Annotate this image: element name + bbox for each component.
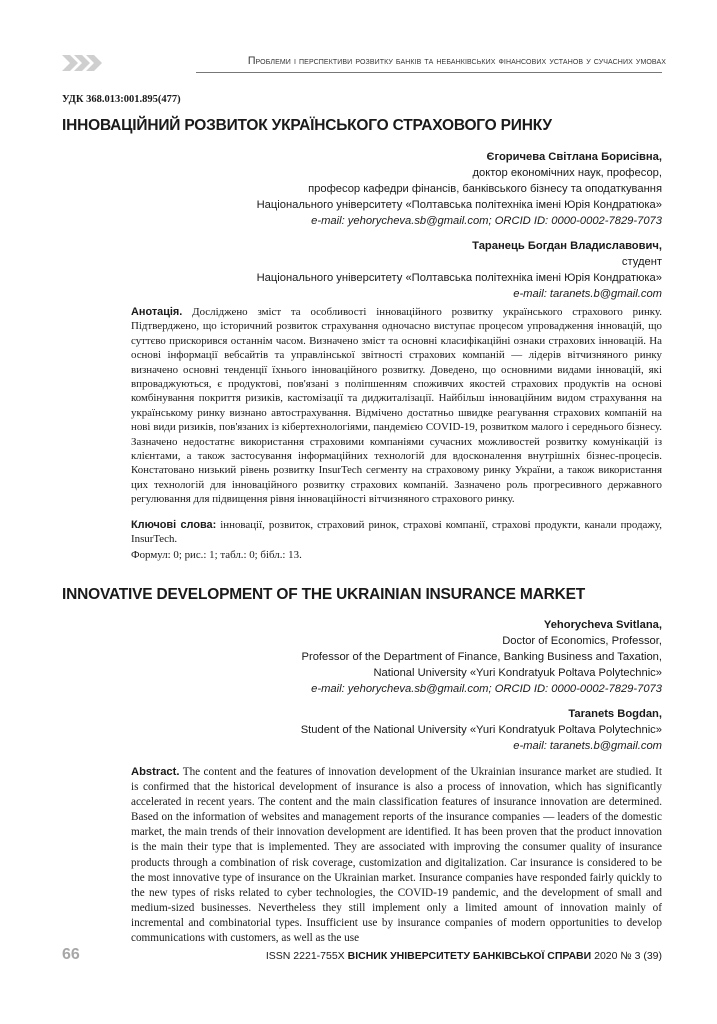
- abstract-label: Abstract.: [131, 766, 180, 778]
- page-number: 66: [62, 946, 80, 963]
- author-name: Yehorycheva Svitlana,: [543, 619, 662, 631]
- author-name: Taranets Bogdan,: [568, 708, 662, 720]
- header-divider: [196, 72, 662, 73]
- article-title-ua: ІННОВАЦІЙНИЙ РОЗВИТОК УКРАЇНСЬКОГО СТРАХОВОГО РИНКУ: [62, 117, 552, 134]
- journal-name: ВІСНИК УНІВЕРСИТЕТУ БАНКІВСЬКОЇ СПРАВИ: [347, 950, 592, 962]
- author-affiliation: Національного університету «Полтавська політехніка імені Юрія Кондратюка»: [256, 272, 662, 284]
- author-affiliation: Національного університету «Полтавська політехніка імені Юрія Кондратюка»: [256, 199, 662, 211]
- abstract-label: Анотація.: [131, 306, 183, 318]
- author-email: e-mail: taranets.b@gmail.com: [513, 288, 662, 300]
- keywords-label: Ключові слова:: [131, 519, 217, 531]
- author-block-ua-2: [257, 238, 662, 302]
- issn: ISSN 2221-755X: [265, 950, 345, 962]
- author-block-ua-1: [257, 149, 662, 229]
- author-position: професор кафедри фінансів, банківського бізнесу та оподаткування: [308, 183, 662, 195]
- formula-count: Формул: 0; рис.: 1; табл.: 0; бібл.: 13.: [131, 549, 302, 561]
- keywords-text: інновації, розвиток, страховий ринок, страхові компанії, страхові продукти, канали продажу, InsurTech.: [131, 519, 662, 546]
- running-header: Проблеми і перспективи розвитку банків та небанківських фінансових установ у сучасних умовах: [247, 55, 666, 67]
- author-affiliation: National University «Yuri Kondratyuk Poltava Polytechnic»: [373, 667, 662, 679]
- author-affiliation: Student of the National University «Yuri Kondratyuk Poltava Polytechnic»: [300, 724, 662, 736]
- author-email: e-mail: taranets.b@gmail.com: [513, 740, 662, 752]
- journal-footer: [266, 950, 662, 962]
- author-block-en-1: [302, 617, 662, 697]
- author-block-en-2: [301, 706, 662, 754]
- author-name: Таранець Богдан Владиславович,: [472, 240, 662, 252]
- author-position: Professor of the Department of Finance, Banking Business and Taxation,: [301, 651, 662, 663]
- article-title-en: INNOVATIVE DEVELOPMENT OF THE UKRAINIAN INSURANCE MARKET: [62, 586, 585, 603]
- issue-number: 2020 № 3 (39): [594, 950, 662, 962]
- author-degree: Doctor of Economics, Professor,: [502, 635, 662, 647]
- author-email: e-mail: yehorycheva.sb@gmail.com; ORCID ID: 0000-0002-7829-7073: [311, 683, 662, 695]
- author-degree: доктор економічних наук, професор,: [472, 167, 662, 179]
- abstract-en: [131, 765, 662, 946]
- author-email: e-mail: yehorycheva.sb@gmail.com; ORCID ID: 0000-0002-7829-7073: [311, 215, 662, 227]
- abstract-text: Досліджено зміст та особливості інноваційного розвитку українського страхового ринку. Підтверджено, що історичний розвиток страхування одночасно виступає процесом упровадження інновацій, що суттєво прискорився останнім часом. Визначено зміст та основні класифікаційні ознаки страхових інновацій. На основі інформації вебсайтів та управлінської звітності страхових компаній — лідерів вітчизняного ринку визначено основні тенденції їхнього інноваційного розвитку. Доведено, що основними видами інновацій, які впроваджуються, є продуктові, пов'язані з поліпшенням споживчих якостей страхових продуктів на основі комбінування покриття ризиків, кастомізації та диджиталізації. Найбільш інноваційним видом страхування на українському ринку визнано автострахування. Відмічено достатньо швидке реагування страхових компаній на нові види ризиків, пов'язаних із кібертехнологіями, пандемією COVID-19, розвитком малого і середнього бізнесу. Зазначено недостатнє використання страховими компаніями сучасних можливостей розвитку комунікацій із клієнтами, а також застосування інформаційних технологій для вдосконалення внутрішніх бізнес-процесів. Констатовано низький рівень розвитку InsurTech сегменту на страховому ринку України, а також використання цих технологій для інноваційного розвитку страхових компаній. Зазначено роль прогресивного державного регулювання для підвищення рівня інноваційності вітчизняного страхового ринку.: [131, 306, 662, 506]
- author-position: студент: [621, 256, 662, 268]
- keywords-ua: [131, 518, 662, 547]
- abstract-text: The content and the features of innovation development of the Ukrainian insurance market are studied. It is confirmed that the historical development of insurance is also a process of innovation, which has significantly accelerated in recent years. The content and the main classification features of insurance innovation are determined. Based on the information of websites and management reports of the insurance companies — leaders of the domestic market, the main trends of their innovation development are identified. It has been proven that the product innovation is the main their type that is implemented. They are associated with improving the consumer quality of insurance products through a combination of risk coverage, customization and digitalization. Car insurance is considered to be the most innovative type of insurance on the Ukrainian market. Insurance companies have responded fairly quickly to the new types of risks related to cyber technologies, the COVID-19 pandemic, and the development of small and medium-sized businesses. Nevertheless they still implement only a limited amount of innovation mainly of incremental and combinatorial types. Insufficient use by insurance companies of modern opportunities to develop communications with customers, as well as the use: [131, 766, 662, 945]
- triple-chevron-right-icon: [62, 52, 104, 74]
- udk-code: УДК 368.013:001.895(477): [62, 94, 181, 105]
- abstract-ua: [131, 305, 662, 507]
- author-name: Єгоричева Світлана Борисівна,: [486, 151, 662, 163]
